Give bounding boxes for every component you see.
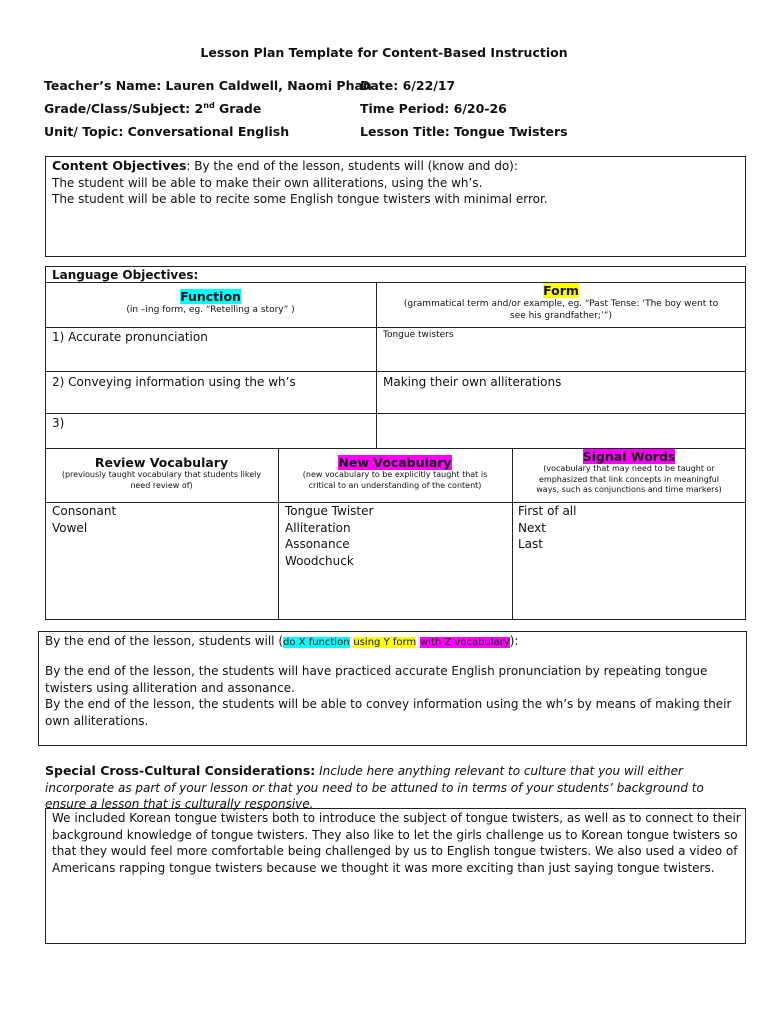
content-objectives-text (52, 158, 742, 208)
review-vocabulary-note: (previously taught vocabulary that students likely (61, 470, 262, 479)
list-item: Vowel (52, 520, 88, 535)
review-vocabulary-label: Review Vocabulary (94, 455, 229, 470)
new-vocabulary-header (278, 455, 512, 491)
cross-cultural-heading (45, 763, 747, 813)
function-row-1: 1) Accurate pronunciation (52, 330, 208, 344)
new-vocabulary-list (285, 503, 373, 569)
function-row-2: 2) Conveying information using the wh’s (52, 375, 296, 389)
content-objective-line: The student will be able to recite some English tongue twisters with minimal error. (52, 192, 548, 206)
grade-prefix: Grade/Class/Subject: 2 (44, 101, 204, 117)
signal-words-label: Signal Words (582, 449, 676, 464)
signal-words-note: (vocabulary that may need to be taught or (543, 464, 715, 473)
summary-paragraph: By the end of the lesson, the students will be able to convey information using the wh’s by means of making their own alliterations. (45, 697, 732, 728)
form-label: Form (543, 283, 579, 298)
signal-words-header (512, 449, 746, 496)
do-x-function: do X function (283, 637, 350, 648)
divider (45, 327, 746, 328)
cross-cultural-body: We included Korean tongue twisters both to introduce the subject of tongue twisters, as well as to connect to their background knowledge of tongue twisters. They also like to let the girls challenge us to Korean tongue twisters so that they would feel more comfortable being challenged by us to English tongue twisters. We also used a video of Americans rapping tongue twisters because we thought it was more exciting than just saying tongue twisters. (52, 811, 741, 875)
list-item: Assonance (285, 537, 350, 551)
review-vocabulary-header (45, 455, 278, 491)
signal-words-note: emphasized that link concepts in meaningful (539, 474, 719, 484)
unit-topic: Unit/ Topic: Conversational English (44, 124, 290, 139)
content-objectives-label: Content Objectives (52, 158, 187, 173)
page-title: Lesson Plan Template for Content-Based Instruction (200, 45, 568, 60)
summary-intro-prefix: By the end of the lesson, students will ( (45, 634, 284, 648)
lesson-date: Date: 6/22/17 (360, 78, 456, 93)
objective-summary-intro (45, 633, 518, 652)
divider (45, 371, 746, 372)
list-item: Woodchuck (285, 553, 354, 568)
list-item: Consonant (52, 504, 117, 518)
form-note-line: (grammatical term and/or example, eg. “Past Tense: ‘The boy went to (403, 299, 719, 309)
form-row-1: Tongue twisters (383, 330, 454, 340)
list-item: Alliteration (285, 520, 351, 535)
objective-summary-body (45, 663, 735, 729)
with-z-vocabulary: with Z vocabulary (420, 637, 510, 648)
function-row-3: 3) (52, 416, 65, 430)
review-vocabulary-list (52, 503, 116, 536)
new-vocabulary-note: (new vocabulary to be explicitly taught that is (302, 470, 488, 479)
list-item: Last (518, 537, 543, 551)
using-y-form: using Y form (353, 637, 417, 648)
signal-words-note: ways, such as conjunctions and time markers) (536, 485, 722, 494)
time-period: Time Period: 6/20-26 (360, 101, 507, 116)
list-item: First of all (518, 504, 577, 518)
grade-class-subject (44, 101, 261, 116)
grade-suffix: Grade (214, 101, 262, 117)
form-header (376, 283, 746, 322)
list-item: Tongue Twister (285, 504, 374, 518)
content-objectives-intro: : By the end of the lesson, students will (know and do): (186, 159, 518, 173)
list-item: Next (518, 520, 546, 535)
form-note-line: see his grandfather;’”) (510, 310, 612, 321)
cross-cultural-label: Special Cross-Cultural Considerations: (45, 763, 316, 778)
function-note: (in –ing form, eg. “Retelling a story” ) (126, 305, 295, 315)
function-label: Function (180, 289, 241, 304)
new-vocabulary-note: critical to an understanding of the content) (308, 480, 482, 490)
divider (45, 502, 746, 503)
grade-ordinal: nd (203, 101, 215, 110)
signal-words-list (518, 503, 576, 553)
lesson-title: Lesson Title: Tongue Twisters (360, 124, 568, 139)
language-objectives-label: Language Objectives: (52, 268, 199, 282)
new-vocabulary-label: New Vocabulary (338, 455, 452, 470)
form-row-2: Making their own alliterations (383, 375, 562, 389)
summary-paragraph: By the end of the lesson, the students will have practiced accurate English pronunciation by repeating tongue twisters using alliteration and assonance. (45, 664, 708, 695)
teacher-name: Teacher’s Name: Lauren Caldwell, Naomi Phan (44, 78, 372, 93)
cross-cultural-instructions: Include here anything relevant to culture that you will either incorporate as part of your lesson or that you need to be attuned to in terms of your students’ background to ensure a lesson that is culturally responsive. (45, 764, 704, 811)
review-vocabulary-note: need review of) (130, 480, 193, 490)
content-objective-line: The student will be able to make their own alliterations, using the wh’s. (52, 175, 483, 190)
function-header (45, 289, 376, 317)
summary-intro-suffix: ): (509, 634, 519, 648)
divider (45, 413, 746, 414)
